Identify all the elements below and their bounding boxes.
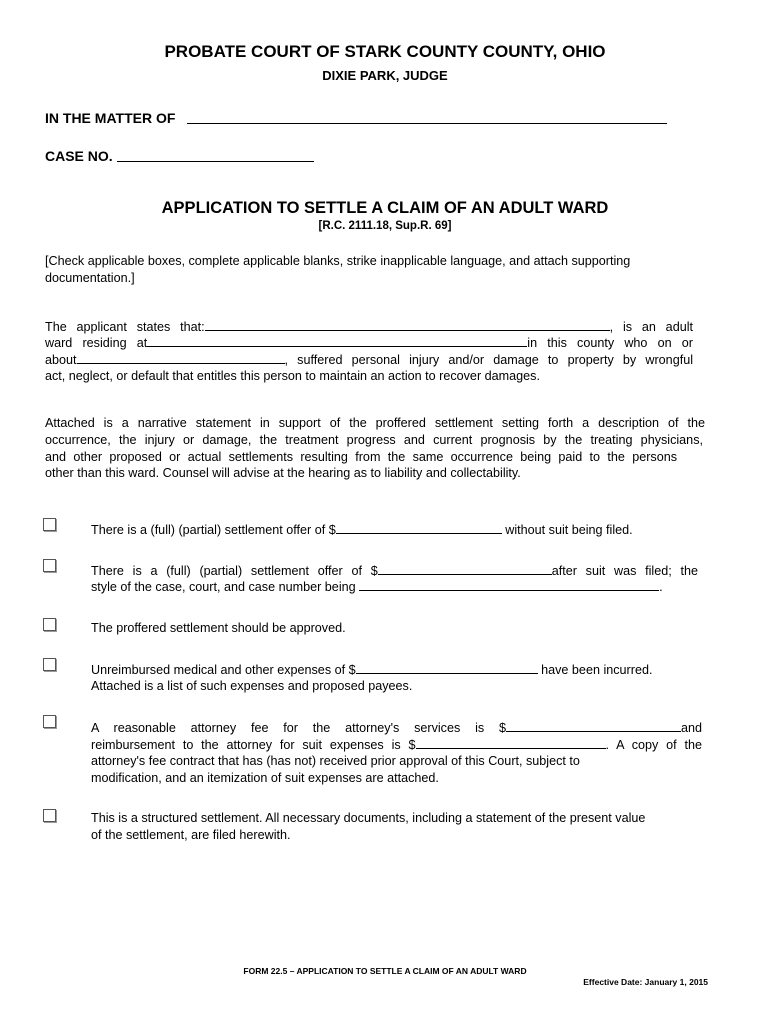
item1-text-a: There is a (full) (partial) settlement offer of $ <box>91 523 336 537</box>
item4-text-1a: Unreimbursed medical and other expenses of $ <box>91 663 356 677</box>
form-footer: FORM 22.5 – APPLICATION TO SETTLE A CLAIM OF AN ADULT WARD <box>243 966 527 976</box>
item5-text-1a: A reasonable attorney fee for the attorney's services is $ <box>91 721 506 735</box>
item5-text-2b: . A copy of the <box>605 738 702 752</box>
item5-text-1b: and <box>680 721 702 735</box>
item1-text-b: without suit being filed. <box>501 523 633 537</box>
checkbox-offer-no-suit[interactable] <box>43 518 56 531</box>
applicant-text-3b: , suffered personal injury and/or damage to property by wrongful <box>284 353 693 367</box>
item-structured-settlement-line-2: of the settlement, are filed herewith. <box>91 828 291 842</box>
applicant-line-3 <box>45 351 693 369</box>
item5-text-2a: reimbursement to the attorney for suit expenses is $ <box>91 738 416 752</box>
instructions: [Check applicable boxes, complete applicable blanks, strike inapplicable language, and attach supporting documentation.] <box>45 254 631 285</box>
item2-text-2b: . <box>659 580 663 594</box>
injury-date-field[interactable] <box>77 351 285 364</box>
item-offer-after-suit-line-1 <box>91 562 698 580</box>
medical-expenses-amount-field[interactable] <box>356 661 538 674</box>
form-title: APPLICATION TO SETTLE A CLAIM OF AN ADULT WARD <box>161 199 609 217</box>
matter-field[interactable] <box>187 109 667 124</box>
suit-expenses-amount-field[interactable] <box>416 736 606 749</box>
item2-text-1a: There is a (full) (partial) settlement offer of $ <box>91 564 378 578</box>
narrative-line-4: other than this ward. Counsel will advise at the hearing as to liability and collectability. <box>45 466 521 480</box>
checkbox-medical-expenses[interactable] <box>43 658 56 671</box>
offer-no-suit-amount-field[interactable] <box>336 521 502 534</box>
effective-date: Effective Date: January 1, 2015 <box>583 977 708 987</box>
ward-name-field[interactable] <box>205 318 610 331</box>
case-number-field[interactable] <box>117 147 314 162</box>
case-style-field[interactable] <box>359 578 659 591</box>
item-attorney-fee-line-2 <box>91 736 702 754</box>
checkbox-offer-after-suit[interactable] <box>43 559 56 572</box>
applicant-text-2a: ward residing at <box>45 336 148 350</box>
checkbox-attorney-fee[interactable] <box>43 715 56 728</box>
statute-citation: [R.C. 2111.18, Sup.R. 69] <box>318 220 452 232</box>
checkbox-settlement-approved[interactable] <box>43 618 56 631</box>
offer-after-suit-amount-field[interactable] <box>378 562 552 575</box>
narrative-line-3: and other proposed or actual settlements resulting from the same occurrence being paid to the persons <box>45 450 677 464</box>
narrative-line-1: Attached is a narrative statement in support of the proffered settlement setting forth a description of the <box>45 416 705 430</box>
item2-text-2a: style of the case, court, and case number being <box>91 580 356 594</box>
attorney-fee-amount-field[interactable] <box>506 719 681 732</box>
applicant-text-1a: The applicant states that: <box>45 320 205 334</box>
applicant-line-1 <box>45 318 693 336</box>
item-medical-expenses-line-1 <box>91 661 713 679</box>
item-offer-after-suit-line-2 <box>91 578 713 596</box>
item-structured-settlement-line-1: This is a structured settlement. All necessary documents, including a statement of the present value <box>91 811 646 825</box>
item-attorney-fee-line-1 <box>91 719 702 737</box>
item4-text-1b: have been incurred. <box>537 663 653 677</box>
item-medical-expenses-line-2: Attached is a list of such expenses and proposed payees. <box>91 679 413 693</box>
item-settlement-approved: The proffered settlement should be approved. <box>91 621 346 635</box>
judge-name: DIXIE PARK, JUDGE <box>322 68 448 83</box>
case-number-label: CASE NO. <box>45 148 113 164</box>
applicant-line-4: act, neglect, or default that entitles this person to maintain an action to recover damages. <box>45 369 540 383</box>
item2-text-1b: after suit was filed; the <box>551 564 698 578</box>
applicant-line-2 <box>45 334 693 352</box>
ward-residence-field[interactable] <box>147 334 527 347</box>
applicant-text-1b: , is an adult <box>609 320 693 334</box>
matter-label: IN THE MATTER OF <box>45 110 176 126</box>
applicant-text-3a: about <box>45 353 77 367</box>
item-attorney-fee-line-4: modification, and an itemization of suit expenses are attached. <box>91 771 439 785</box>
applicant-text-2b: in this county who on or <box>527 336 694 350</box>
item-offer-no-suit <box>91 521 713 539</box>
item-attorney-fee-line-3: attorney's fee contract that has (has not) received prior approval of this Court, subject to <box>91 754 580 768</box>
checkbox-structured-settlement[interactable] <box>43 809 56 822</box>
court-name: PROBATE COURT OF STARK COUNTY COUNTY, OHIO <box>164 42 606 61</box>
narrative-line-2: occurrence, the injury or damage, the treatment progress and current prognosis by the treating physicians, <box>45 433 703 447</box>
